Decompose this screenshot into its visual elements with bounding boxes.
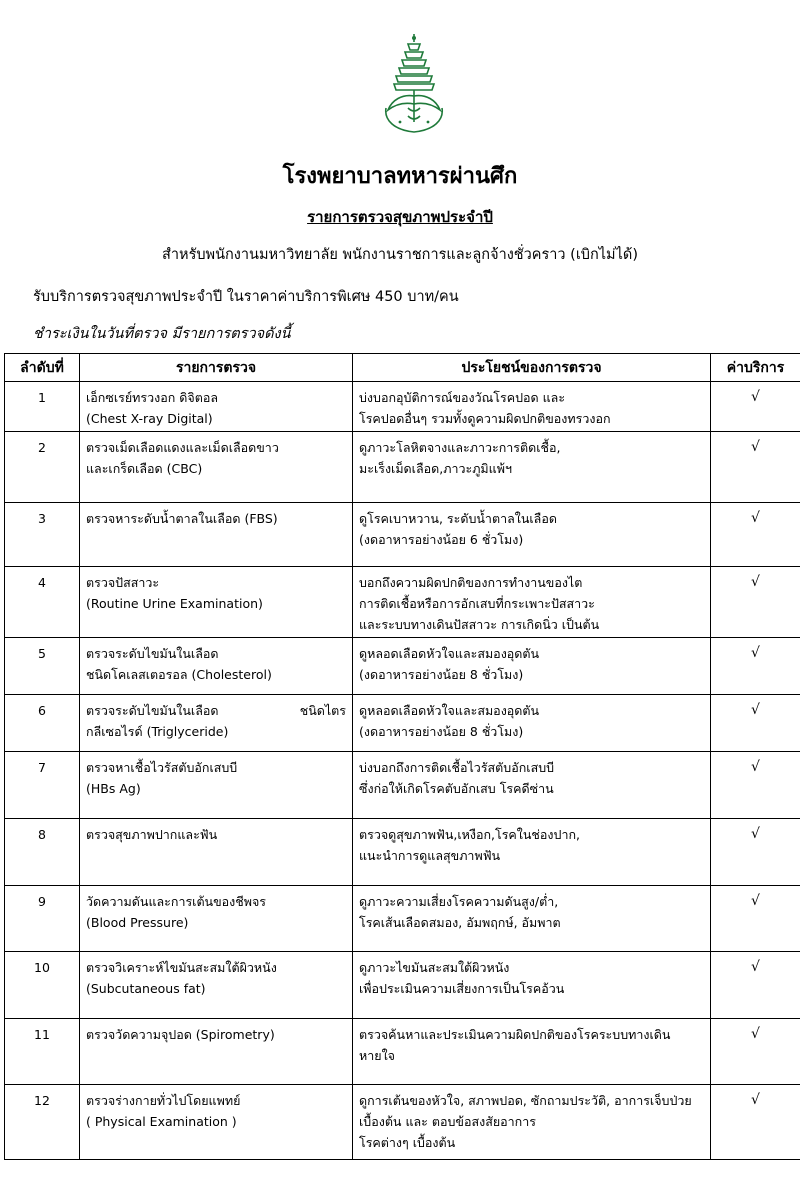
table-header-row	[5, 354, 800, 382]
row-benefit: บอกถึงความผิดปกติของการทำงานของไต การติดเชื้อหรือการอักเสบที่กระเพาะปัสสาวะ และระบบทางเดินปัสสาวะ การเกิดนิ่ว เป็นต้น	[353, 567, 711, 638]
table-row	[5, 752, 800, 819]
check-mark: √	[711, 382, 800, 432]
check-mark: √	[711, 886, 800, 952]
table-row	[5, 1085, 800, 1160]
hospital-name: โรงพยาบาลทหารผ่านศึก	[282, 164, 518, 189]
row-benefit: ดูการเต้นของหัวใจ, สภาพปอด, ซักถามประวัติ, อาการเจ็บป่วย เบื้องต้น และ ตอบข้อสงสัยอาการ โรคต่างๆ เบื้องต้น	[353, 1085, 711, 1160]
row-item: เอ็กซเรย์ทรวงอก ดิจิตอล (Chest X-ray Digital)	[80, 382, 353, 432]
row-number: 1	[5, 382, 80, 432]
document-subtitle: รายการตรวจสุขภาพประจำปี	[307, 208, 493, 226]
check-mark: √	[711, 819, 800, 886]
row-benefit: ดูหลอดเลือดหัวใจและสมองอุดตัน (งดอาหารอย่างน้อย 8 ชั่วโมง)	[353, 638, 711, 695]
audience-note: สำหรับพนักงานมหาวิทยาลัย พนักงานราชการและลูกจ้างชั่วคราว (เบิกไม่ได้)	[162, 247, 638, 263]
row-item: ตรวจหาระดับน้ำตาลในเลือด (FBS)	[80, 503, 353, 567]
row-item: ตรวจวิเคราะห์ไขมันสะสมใต้ผิวหนัง (Subcutaneous fat)	[80, 952, 353, 1019]
row-benefit: ตรวจค้นหาและประเมินความผิดปกติของโรคระบบทางเดิน หายใจ	[353, 1019, 711, 1085]
row-number: 6	[5, 695, 80, 752]
check-mark: √	[711, 1019, 800, 1085]
row-number: 2	[5, 432, 80, 503]
check-mark: √	[711, 952, 800, 1019]
check-mark: √	[711, 695, 800, 752]
check-mark: √	[711, 1085, 800, 1160]
row-benefit: ดูโรคเบาหวาน, ระดับน้ำตาลในเลือด (งดอาหารอย่างน้อย 6 ชั่วโมง)	[353, 503, 711, 567]
row-number: 7	[5, 752, 80, 819]
row-benefit: บ่งบอกถึงการติดเชื้อไวรัสตับอักเสบบี ซึ่งก่อให้เกิดโรคตับอักเสบ โรคดีซ่าน	[353, 752, 711, 819]
check-mark: √	[711, 567, 800, 638]
table-row	[5, 567, 800, 638]
check-mark: √	[711, 638, 800, 695]
row-item: ตรวจระดับไขมันในเลือด ชนิดโคเลสเตอรอล (Cholesterol)	[80, 638, 353, 695]
row-benefit: บ่งบอกอุบัติการณ์ของวัณโรคปอด และ โรคปอดอื่นๆ รวมทั้งดูความผิดปกติของทรวงอก	[353, 382, 711, 432]
row-item: ตรวจปัสสาวะ (Routine Urine Examination)	[80, 567, 353, 638]
row-benefit: ดูภาวะโลหิตจางและภาวะการติดเชื้อ, มะเร็งเม็ดเลือด,ภาวะภูมิแพ้ฯ	[353, 432, 711, 503]
row-benefit: ดูภาวะไขมันสะสมใต้ผิวหนัง เพื่อประเมินความเสี่ยงการเป็นโรคอ้วน	[353, 952, 711, 1019]
row-item: ตรวจวัดความจุปอด (Spirometry)	[80, 1019, 353, 1085]
hospital-crest-icon	[378, 30, 450, 140]
table-row	[5, 819, 800, 886]
table-row	[5, 886, 800, 952]
header-no: ลำดับที่	[5, 354, 80, 382]
row-benefit: ตรวจดูสุขภาพฟัน,เหงือก,โรคในช่องปาก, แนะนำการดูแลสุขภาพฟัน	[353, 819, 711, 886]
check-mark: √	[711, 503, 800, 567]
row-number: 12	[5, 1085, 80, 1160]
row-item: ตรวจร่างกายทั่วไปโดยแพทย์ ( Physical Examination )	[80, 1085, 353, 1160]
row-item: ตรวจระดับไขมันในเลือด ชนิดไตร กลีเซอไรด์ (Triglyceride)	[80, 695, 353, 752]
table-row	[5, 382, 800, 432]
table-row	[5, 952, 800, 1019]
check-mark: √	[711, 432, 800, 503]
row-item: ตรวจเม็ดเลือดแดงและเม็ดเลือดขาว และเกร็ดเลือด (CBC)	[80, 432, 353, 503]
header-fee: ค่าบริการ	[711, 354, 800, 382]
row-benefit: ดูหลอดเลือดหัวใจและสมองอุดตัน (งดอาหารอย่างน้อย 8 ชั่วโมง)	[353, 695, 711, 752]
table-row	[5, 638, 800, 695]
header-item: รายการตรวจ	[80, 354, 353, 382]
row-item: ตรวจสุขภาพปากและฟัน	[80, 819, 353, 886]
table-row	[5, 695, 800, 752]
table-row	[5, 1019, 800, 1085]
row-number: 5	[5, 638, 80, 695]
payment-note: ชำระเงินในวันที่ตรวจ มีรายการตรวจดังนี้	[33, 326, 291, 342]
row-benefit: ดูภาวะความเสี่ยงโรคความดันสูง/ต่ำ, โรคเส้นเลือดสมอง, อัมพฤกษ์, อัมพาต	[353, 886, 711, 952]
check-mark: √	[711, 752, 800, 819]
price-line: รับบริการตรวจสุขภาพประจำปี ในราคาค่าบริการพิเศษ 450 บาท/คน	[33, 289, 459, 305]
checkup-table	[4, 353, 800, 1160]
row-number: 11	[5, 1019, 80, 1085]
header-benefit: ประโยชน์ของการตรวจ	[353, 354, 711, 382]
table-row	[5, 432, 800, 503]
row-number: 9	[5, 886, 80, 952]
row-number: 3	[5, 503, 80, 567]
row-item: วัดความดันและการเต้นของชีพจร (Blood Pressure)	[80, 886, 353, 952]
row-number: 8	[5, 819, 80, 886]
table-row	[5, 503, 800, 567]
row-number: 10	[5, 952, 80, 1019]
row-item: ตรวจหาเชื้อไวรัสตับอักเสบบี (HBs Ag)	[80, 752, 353, 819]
row-number: 4	[5, 567, 80, 638]
